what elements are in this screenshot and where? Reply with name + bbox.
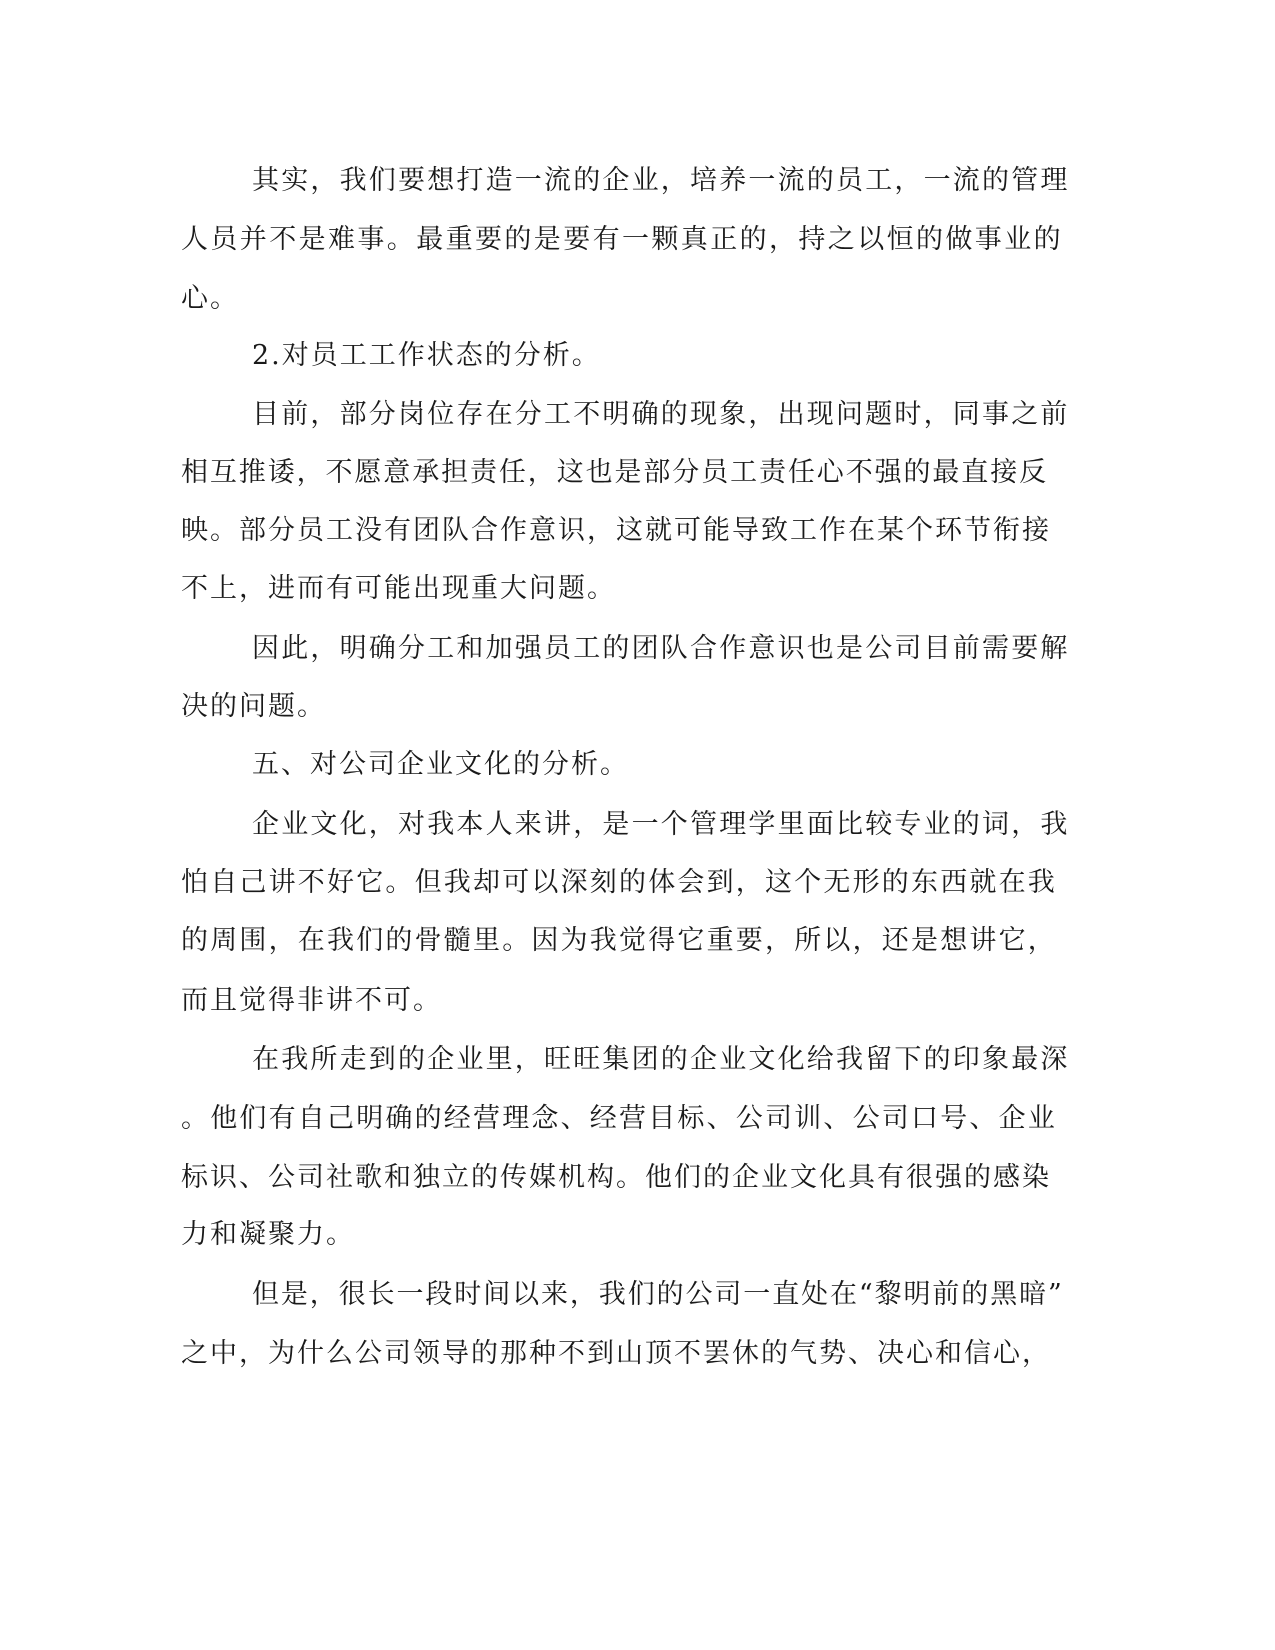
paragraph-line: 其实，我们要想打造一流的企业，培养一流的员工，一流的管理 [252, 165, 1070, 196]
section-heading: 五、对公司企业文化的分析。 [252, 749, 629, 780]
paragraph-line: 标识、公司社歌和独立的传媒机构。他们的企业文化具有很强的感染 [181, 1162, 1051, 1193]
paragraph-line: 映。部分员工没有团队合作意识，这就可能导致工作在某个环节衔接 [181, 515, 1051, 546]
paragraph-line: 怕自己讲不好它。但我却可以深刻的体会到，这个无形的东西就在我 [181, 867, 1057, 898]
paragraph-line: 目前，部分岗位存在分工不明确的现象，出现问题时，同事之前 [252, 399, 1070, 430]
section-heading: 2.对员工工作状态的分析。 [252, 340, 601, 371]
paragraph-line: 而且觉得非讲不可。 [181, 985, 442, 1016]
paragraph-line: 心。 [181, 283, 239, 314]
paragraph-line: 不上，进而有可能出现重大问题。 [181, 573, 616, 604]
paragraph-line: 在我所走到的企业里，旺旺集团的企业文化给我留下的印象最深 [252, 1044, 1070, 1075]
paragraph-line: 决的问题。 [181, 691, 326, 722]
paragraph-line: 相互推诿，不愿意承担责任，这也是部分员工责任心不强的最直接反 [181, 457, 1048, 488]
paragraph-line: 企业文化，对我本人来讲，是一个管理学里面比较专业的词，我 [252, 809, 1070, 840]
paragraph-line: 。他们有自己明确的经营理念、经营目标、公司训、公司口号、企业 [181, 1103, 1057, 1134]
paragraph-line: 人员并不是难事。最重要的是要有一颗真正的，持之以恒的做事业的 [181, 224, 1063, 255]
paragraph-line: 但是，很长一段时间以来，我们的公司一直处在“黎明前的黑暗” [252, 1279, 1064, 1310]
paragraph-line: 因此，明确分工和加强员工的团队合作意识也是公司目前需要解 [252, 633, 1070, 664]
paragraph-line: 之中，为什么公司领导的那种不到山顶不罢休的气势、决心和信心， [181, 1338, 1051, 1369]
paragraph-line: 力和凝聚力。 [181, 1219, 355, 1250]
paragraph-line: 的周围，在我们的骨髓里。因为我觉得它重要，所以，还是想讲它， [181, 925, 1057, 956]
